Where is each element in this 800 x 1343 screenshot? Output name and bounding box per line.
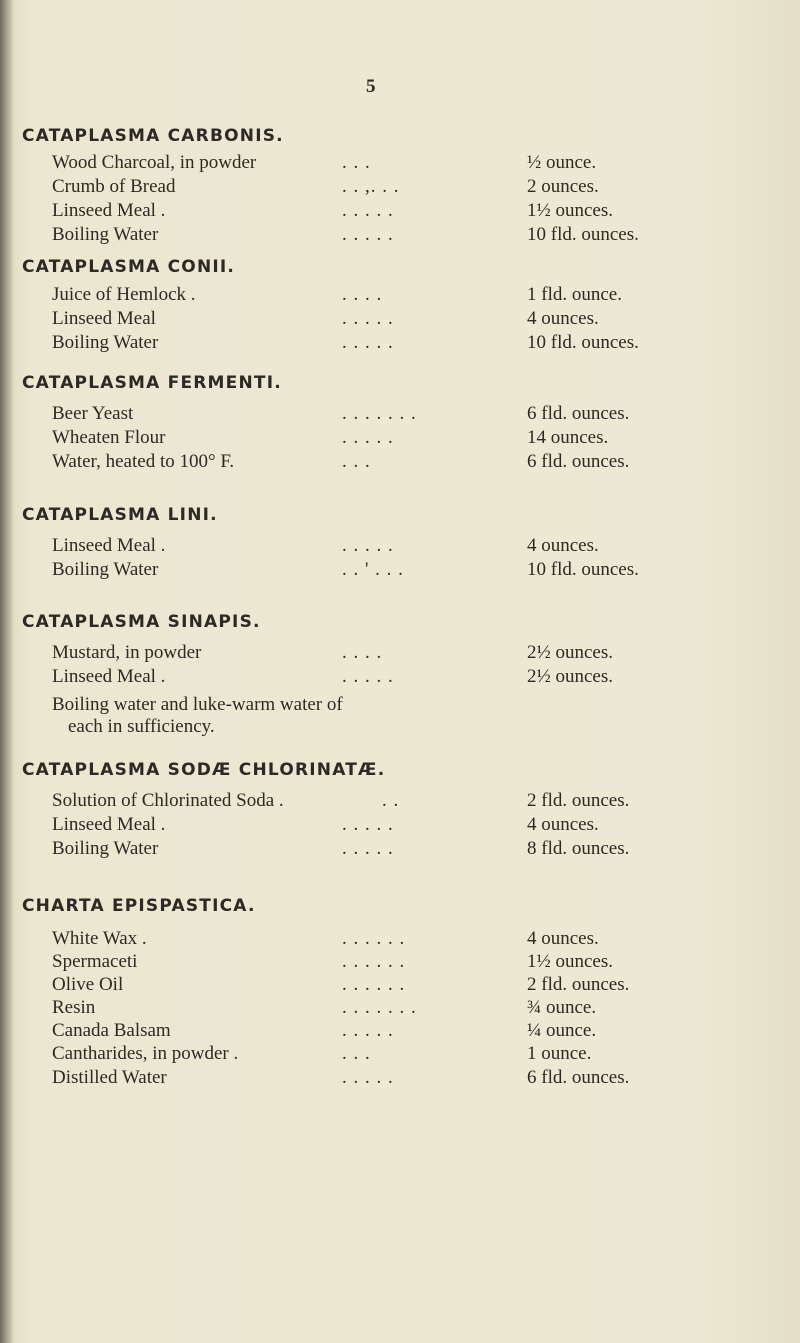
ingredient-row: [52, 332, 800, 356]
leader-dots: . . .: [342, 152, 371, 173]
ingredient-row: [52, 666, 800, 690]
ingredient-row: [52, 308, 800, 332]
leader-dots: . . . . .: [342, 308, 394, 329]
ingredient-row: [52, 535, 800, 559]
leader-dots: . . . . . . .: [342, 403, 417, 424]
ingredient-name: Solution of Chlorinated Soda .: [52, 790, 284, 811]
recipe-title: CATAPLASMA FERMENTI.: [22, 373, 282, 393]
leader-dots: . . .: [342, 1043, 371, 1064]
ingredient-name: Canada Balsam: [52, 1020, 171, 1041]
ingredient-name: Boiling Water: [52, 332, 159, 353]
ingredient-row: [52, 559, 800, 583]
ingredient-row: [52, 224, 800, 248]
ingredient-name: Linseed Meal: [52, 308, 156, 329]
ingredient-quantity: 2½ ounces.: [527, 666, 614, 687]
ingredient-row: [52, 284, 800, 308]
ingredient-row: [52, 451, 800, 475]
ingredient-row: [52, 1020, 800, 1044]
leader-dots: . . . .: [342, 642, 383, 663]
ingredient-row: [52, 403, 800, 427]
ingredient-name: Boiling Water: [52, 838, 159, 859]
leader-dots: . . . . .: [342, 200, 394, 221]
ingredient-quantity: 10 fld. ounces.: [527, 332, 639, 353]
ingredient-name: Cantharides, in powder .: [52, 1043, 239, 1064]
ingredient-row: [52, 838, 800, 862]
leader-dots: . . . . .: [342, 814, 394, 835]
ingredient-name: Boiling Water: [52, 559, 159, 580]
leader-dots: . . ' . . .: [342, 559, 404, 580]
ingredient-quantity: 6 fld. ounces.: [527, 451, 630, 472]
leader-dots: . . . . . .: [342, 974, 406, 995]
recipe-title: CATAPLASMA CARBONIS.: [22, 126, 284, 146]
page-binding-edge: [0, 0, 14, 1343]
ingredient-quantity: 2 fld. ounces.: [527, 790, 630, 811]
ingredient-name: Juice of Hemlock .: [52, 284, 196, 305]
leader-dots: . . . . .: [342, 224, 394, 245]
ingredient-name: Wood Charcoal, in powder: [52, 152, 257, 173]
ingredient-quantity: 1½ ounces.: [527, 951, 614, 972]
ingredient-name: Wheaten Flour: [52, 427, 166, 448]
leader-dots: . . ,. . .: [342, 176, 400, 197]
ingredient-quantity: 8 fld. ounces.: [527, 838, 630, 859]
leader-dots: . . . . .: [342, 838, 394, 859]
leader-dots: . . . . .: [342, 1020, 394, 1041]
ingredient-row: [52, 951, 800, 975]
ingredient-quantity: 6 fld. ounces.: [527, 1067, 630, 1088]
leader-dots: . . .: [342, 451, 371, 472]
ingredient-quantity: 1½ ounces.: [527, 200, 614, 221]
ingredient-row: [52, 427, 800, 451]
ingredient-quantity: 2 fld. ounces.: [527, 974, 630, 995]
ingredient-row: [52, 176, 800, 200]
ingredient-row: [52, 974, 800, 998]
ingredient-quantity: 1 ounce.: [527, 1043, 592, 1064]
ingredient-name: Spermaceti: [52, 951, 138, 972]
recipe-title: CATAPLASMA SINAPIS.: [22, 612, 261, 632]
ingredient-name: Linseed Meal .: [52, 814, 166, 835]
ingredient-row: [52, 997, 800, 1021]
ingredient-name: Linseed Meal .: [52, 666, 166, 687]
ingredient-quantity: ½ ounce.: [527, 152, 597, 173]
recipe-title: CATAPLASMA LINI.: [22, 505, 218, 525]
ingredient-quantity: 2 ounces.: [527, 176, 599, 197]
leader-dots: . . . . . .: [342, 951, 406, 972]
leader-dots: . . . . .: [342, 427, 394, 448]
leader-dots: . .: [382, 790, 400, 811]
ingredient-quantity: 4 ounces.: [527, 308, 599, 329]
ingredient-row: [52, 200, 800, 224]
leader-dots: . . . . .: [342, 332, 394, 353]
ingredient-row: [52, 1043, 800, 1067]
leader-dots: . . . .: [342, 284, 383, 305]
ingredient-quantity: 10 fld. ounces.: [527, 224, 639, 245]
ingredient-name: Distilled Water: [52, 1067, 167, 1088]
ingredient-name: Linseed Meal .: [52, 535, 166, 556]
recipe-note-line: Boiling water and luke-warm water of: [52, 694, 343, 715]
ingredient-row: [52, 928, 800, 952]
ingredient-quantity: ¼ ounce.: [527, 1020, 597, 1041]
ingredient-name: Resin: [52, 997, 96, 1018]
ingredient-row: [52, 790, 800, 814]
recipe-note-line: each in sufficiency.: [68, 716, 215, 737]
ingredient-name: White Wax .: [52, 928, 147, 949]
ingredient-name: Olive Oil: [52, 974, 124, 995]
ingredient-quantity: 6 fld. ounces.: [527, 403, 630, 424]
ingredient-quantity: 2½ ounces.: [527, 642, 614, 663]
ingredient-name: Mustard, in powder: [52, 642, 202, 663]
recipe-title: CATAPLASMA SODÆ CHLORINATÆ.: [22, 760, 386, 780]
ingredient-quantity: 1 fld. ounce.: [527, 284, 622, 305]
ingredient-quantity: 10 fld. ounces.: [527, 559, 639, 580]
ingredient-row: [52, 642, 800, 666]
leader-dots: . . . . .: [342, 666, 394, 687]
ingredient-row: [52, 814, 800, 838]
ingredient-name: Linseed Meal .: [52, 200, 166, 221]
ingredient-name: Boiling Water: [52, 224, 159, 245]
page-number: 5: [366, 76, 376, 97]
ingredient-quantity: 4 ounces.: [527, 928, 599, 949]
ingredient-row: [52, 152, 800, 176]
leader-dots: . . . . .: [342, 535, 394, 556]
ingredient-name: Water, heated to 100° F.: [52, 451, 235, 472]
ingredient-quantity: 4 ounces.: [527, 535, 599, 556]
ingredient-quantity: 4 ounces.: [527, 814, 599, 835]
ingredient-row: [52, 1067, 800, 1091]
recipe-title: CHARTA EPISPASTICA.: [22, 896, 256, 916]
leader-dots: . . . . . .: [342, 928, 406, 949]
ingredient-name: Crumb of Bread: [52, 176, 176, 197]
leader-dots: . . . . .: [342, 1067, 394, 1088]
leader-dots: . . . . . . .: [342, 997, 417, 1018]
recipe-title: CATAPLASMA CONII.: [22, 257, 236, 277]
ingredient-quantity: ¾ ounce.: [527, 997, 597, 1018]
ingredient-name: Beer Yeast: [52, 403, 134, 424]
ingredient-quantity: 14 ounces.: [527, 427, 609, 448]
